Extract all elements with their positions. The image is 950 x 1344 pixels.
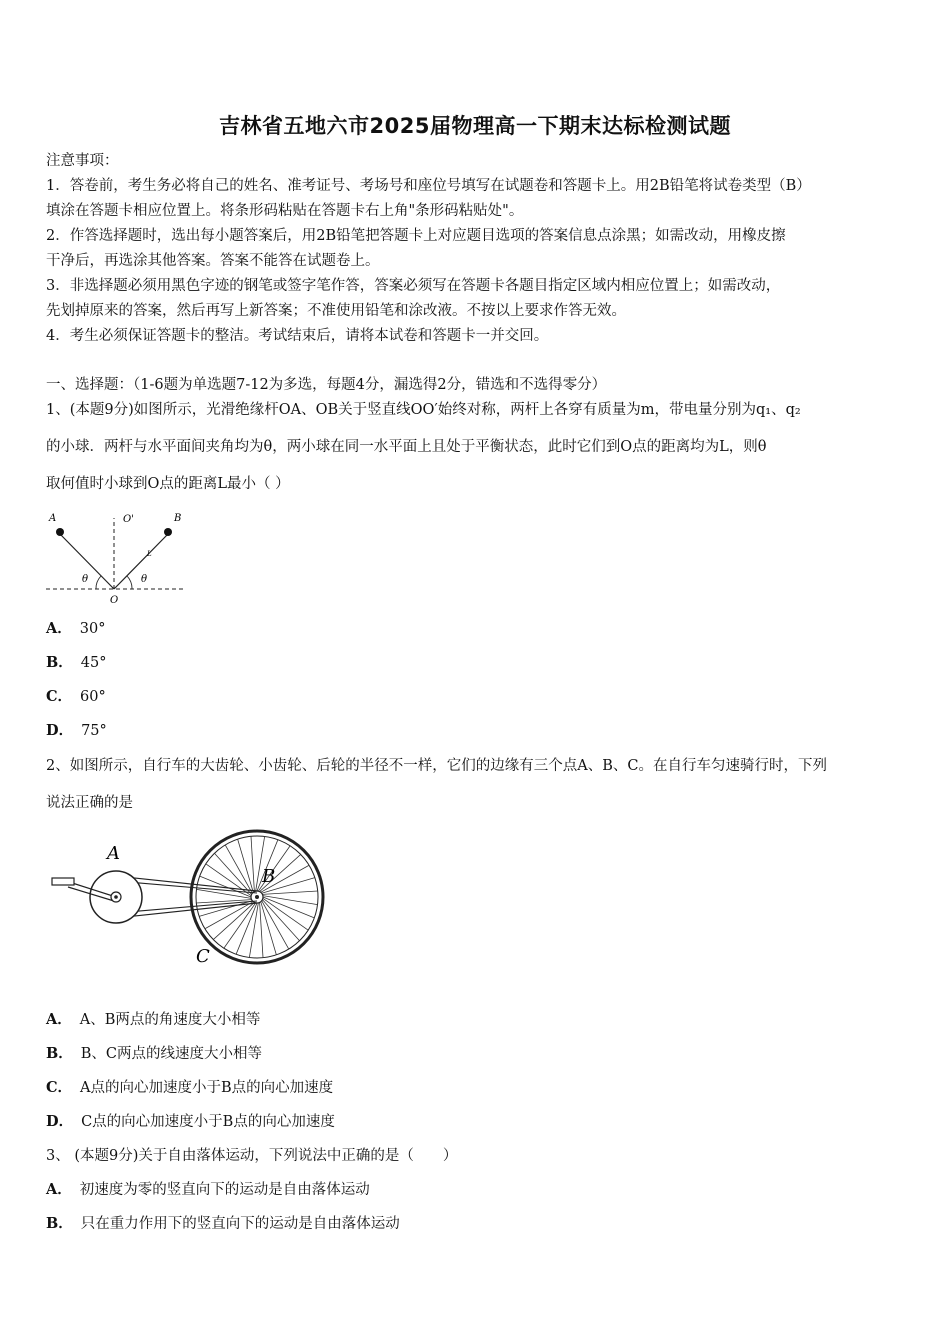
option-label: D． xyxy=(46,722,74,739)
option-label: D． xyxy=(46,1113,74,1130)
label-theta-right: θ xyxy=(141,574,148,585)
spoke xyxy=(238,839,254,892)
q1-stem-line: 取何值时小球到O点的距离L最小（ ） xyxy=(46,476,290,492)
label-Oprime: O' xyxy=(123,514,134,525)
q3-stem: 3、 (本题9分)关于自由落体运动，下列说法中正确的是（ ） xyxy=(46,1148,458,1164)
notice-line: 2．作答选择题时，选出每小题答案后，用2B铅笔把答题卡上对应题目选项的答案信息点涂黑；如需改动，用橡皮擦 xyxy=(46,228,786,244)
q1-stem-line: 1、(本题9分)如图所示，光滑绝缘杆OA、OB关于竖直线OO′始终对称，两杆上各穿有质量为m，带电量分别为q₁、q₂ xyxy=(46,402,801,418)
notice-line: 填涂在答题卡相应位置上。将条形码粘贴在答题卡右上角"条形码粘贴处"。 xyxy=(46,203,524,219)
option-text: 45° xyxy=(80,655,107,671)
spoke xyxy=(262,891,317,894)
q3-option-b[interactable] xyxy=(46,1214,400,1234)
page-title: 吉林省五地六市2025届物理高一下期末达标检测试题 xyxy=(219,114,731,138)
q1-stem-line: 的小球．两杆与水平面间夹角均为θ，两小球在同一水平面上且处于平衡状态，此时它们到O点的距离均为L，则θ xyxy=(46,439,767,455)
option-label: A． xyxy=(46,620,72,637)
q1-option-c[interactable] xyxy=(46,687,106,707)
option-label: A． xyxy=(46,1181,72,1198)
option-text: 初速度为零的竖直向下的运动是自由落体运动 xyxy=(79,1182,370,1198)
spoke xyxy=(262,901,289,949)
q2-option-a[interactable] xyxy=(46,1010,260,1030)
spoke xyxy=(261,902,277,955)
ball-B xyxy=(164,528,172,536)
section-heading: 一、选择题：（1-6题为单选题7-12为多选，每题4分，漏选得2分，错选和不选得零分） xyxy=(46,377,607,393)
label-B: B xyxy=(262,866,276,887)
label-C: C xyxy=(196,946,210,967)
pedal xyxy=(52,878,74,885)
option-text: B、C两点的线速度大小相等 xyxy=(80,1046,263,1062)
spoke xyxy=(260,902,263,957)
q1-option-b[interactable] xyxy=(46,653,106,673)
angle-arc-left xyxy=(96,576,101,589)
label-A: A xyxy=(107,843,120,864)
option-text: C点的向心加速度小于B点的向心加速度 xyxy=(81,1114,335,1130)
label-theta-left: θ xyxy=(82,574,89,585)
option-text: 60° xyxy=(80,689,106,705)
label-L: L xyxy=(147,550,152,558)
option-text: A点的向心加速度小于B点的向心加速度 xyxy=(80,1080,334,1096)
notice-line: 4．考生必须保证答题卡的整洁。考试结束后，请将本试卷和答题卡一并交回。 xyxy=(46,328,549,344)
option-text: 只在重力作用下的竖直向下的运动是自由落体运动 xyxy=(80,1216,400,1232)
option-text: 30° xyxy=(79,621,106,637)
option-text: A、B两点的角速度大小相等 xyxy=(79,1012,261,1028)
spoke xyxy=(225,845,252,893)
option-label: B． xyxy=(46,1215,73,1232)
rear-wheel xyxy=(191,831,323,963)
option-text: 75° xyxy=(81,723,107,739)
notice-line: 干净后，再选涂其他答案。答案不能答在试题卷上。 xyxy=(46,253,380,269)
notice-line: 先划掉原来的答案，然后再写上新答案；不准使用铅笔和涂改液。不按以上要求作答无效。 xyxy=(46,303,626,319)
q2-option-b[interactable] xyxy=(46,1044,262,1064)
option-label: C． xyxy=(46,688,73,705)
option-label: B． xyxy=(46,654,73,671)
option-label: C． xyxy=(46,1079,73,1096)
q1-option-d[interactable] xyxy=(46,721,107,741)
notice-line: 3．非选择题必须用黑色字迹的钢笔或签字笔作答，答案必须写在答题卡各题目指定区域内相应位置上；如需改动， xyxy=(46,278,781,294)
ball-A xyxy=(56,528,64,536)
q1-option-a[interactable] xyxy=(46,619,105,639)
angle-arc-right xyxy=(127,576,132,589)
label-O: O xyxy=(110,595,119,606)
notice-heading: 注意事项： xyxy=(46,153,119,169)
option-label: B． xyxy=(46,1045,73,1062)
label-B: B xyxy=(174,513,182,524)
chainring-center xyxy=(114,895,118,899)
label-A: A xyxy=(49,513,57,524)
wheel-hub xyxy=(255,895,259,899)
option-label: A． xyxy=(46,1011,72,1028)
spoke xyxy=(251,836,254,891)
q3-option-a[interactable] xyxy=(46,1180,370,1200)
q2-stem-line: 2、如图所示，自行车的大齿轮、小齿轮、后轮的半径不一样，它们的边缘有三个点A、B、C。在自行车匀速骑行时，下列 xyxy=(46,758,827,774)
q1-rod-diagram xyxy=(44,506,194,606)
q2-bicycle-diagram xyxy=(44,826,344,976)
notice-line: 1．答卷前，考生务必将自己的姓名、准考证号、考场号和座位号填写在试题卷和答题卡上。用2B铅笔将试卷类型（B） xyxy=(46,178,811,194)
q2-option-d[interactable] xyxy=(46,1112,335,1132)
q2-option-c[interactable] xyxy=(46,1078,333,1098)
q2-stem-line: 说法正确的是 xyxy=(46,795,133,811)
